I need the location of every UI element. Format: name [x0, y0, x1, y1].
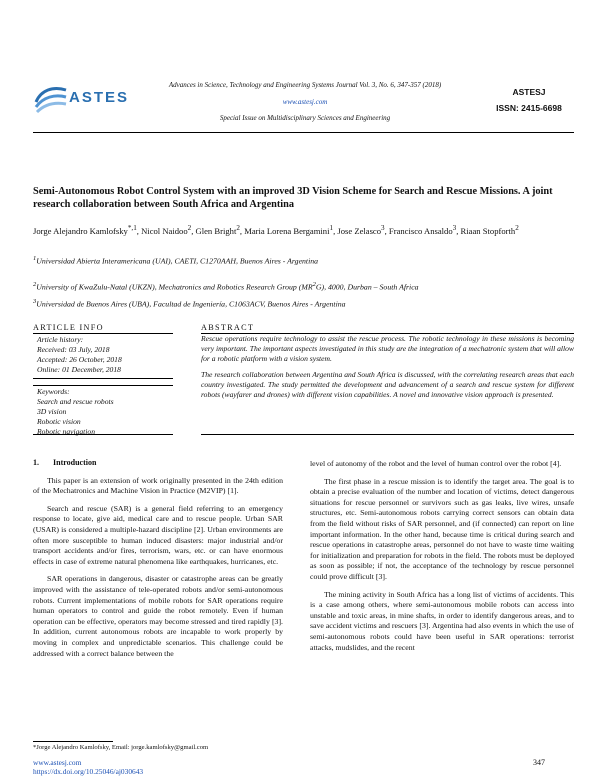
logo-text: ASTES — [69, 89, 130, 106]
body-column-right — [310, 459, 574, 660]
keywords-box — [33, 385, 173, 435]
body-paragraph: This paper is an extension of work originally presented in the 24th edition of the Mechatronics and Machine Vision in Practice (M2VIP) [1]. — [33, 475, 283, 496]
accepted-date: Accepted: 26 October, 2018 — [37, 355, 122, 364]
article-info-heading: ARTICLE INFO — [33, 323, 173, 334]
journal-issn: ISSN: 2415-6698 — [496, 103, 562, 113]
section-heading: 1. Introduction — [33, 458, 97, 467]
article-history — [33, 333, 173, 379]
keywords-label: Keywords: — [37, 387, 70, 396]
author-list — [33, 222, 578, 237]
affiliation-3: $^3$Universidad de Buenos Aires (UBA), Facultad de Ingeniería, C1063ACV, Buenos Aires - Argentina — [33, 298, 346, 309]
journal-citation: Advances in Science, Technology and Engineering Systems Journal Vol. 3, No. 6, 347-357 (2018) — [168, 81, 442, 89]
history-label: Article history: — [37, 335, 84, 344]
affiliation-1: $^1$Universidad Abierta Interamericana (UAI), CAETI, C1270AAH, Buenos Aires - Argentina — [33, 255, 319, 266]
keyword: Robotic vision — [37, 417, 81, 426]
author: Nicol Naidoo$^2$, — [141, 224, 196, 236]
abstract-text — [201, 334, 574, 400]
body-paragraph: Search and rescue (SAR) is a general field referring to an emergency response to locate, give aid, medical care and to rescue people. Urban SAR (USAR) is considered a multiple-hazard discipline [2]. Urban environments are often more susceptible to human induced disasters: major industrial and/or transport accidents and/or fires, terrorism, wars, etc. or can have enormous effects in case of extreme natural phenomena like earthquakes, hurricanes, etc. — [33, 503, 283, 566]
journal-header — [140, 81, 470, 123]
journal-id-block — [484, 87, 574, 114]
received-date: Received: 03 July, 2018 — [37, 345, 110, 354]
special-issue: Special Issue on Multidisciplinary Sciences and Engineering — [219, 114, 391, 122]
journal-url-link[interactable]: www.astesj.com — [282, 98, 328, 106]
keyword: 3D vision — [37, 407, 67, 416]
header-divider — [33, 132, 574, 133]
footnote-divider — [33, 741, 113, 742]
abstract-paragraph: Rescue operations require technology to assist the rescue process. The robotic technology in these missions is becoming very important. The important aspects investigated in this study are the integration of a mechatronic system that will allow for a robotic platform with a vision system. — [201, 334, 574, 363]
abstract-paragraph: The research collaboration between Argentina and South Africa is discussed, with the correlating research areas that each country investigated. The study permitted the development and advancement of a search and rescue system for different robots (wayfarer and drones) with different vision capabilities. A novel and innovative vision approach is presented. — [201, 370, 574, 399]
author: Francisco Ansaldo$^3$, — [388, 224, 461, 236]
footer-url-link[interactable]: www.astesj.com — [33, 758, 82, 767]
author: Jorge Alejandro Kamlofsky$^{*,1}$, — [33, 224, 142, 236]
body-paragraph: The first phase in a rescue mission is to identify the target area. The goal is to obtain a precise evaluation of the number and location of victims, detect dangerous situations for rescue personnel or survivors such as gas leaks, live wires, unsafe structures, etc. Semi-autonomous robots carrying correct sensors can obtain data from the field without risks of SAR personnel, and (if connected) can report on line important information. In the other hand, because time is critical during search and rescue operations in catastrophe areas, personnel do not have to waste time waiting for initialization and preparation for robots in the field. The robots must be deployed as soon as possible; if not, the acceptance of the technology by rescue personnel could prove difficult [3]. — [310, 476, 574, 581]
body-paragraph: The mining activity in South Africa has a long list of victims of accidents. This is a case among others, where semi-autonomous mobile robots can access into unstable and toxic areas, in mine shafts, in order to identify dangerous areas, and to save accident victims and rescuers [3]. Argentina had also events in which the use of semi-autonomous robots could have been useful in SAR operations: terrorist attacks, mudslides, and the recent — [310, 589, 574, 652]
body-column-left — [33, 458, 283, 666]
author: Maria Lorena Bergamini$^1$, — [244, 224, 338, 236]
author: Riaan Stopforth$^2$ — [460, 224, 519, 236]
journal-abbr: ASTESJ — [512, 87, 546, 97]
astes-logo — [33, 80, 143, 116]
footer-links — [33, 758, 143, 776]
footer-doi-link[interactable]: https://dx.doi.org/10.25046/aj030643 — [33, 767, 144, 776]
author: Glen Bright$^2$, — [195, 224, 245, 236]
keyword: Robotic navigation — [37, 427, 95, 436]
logo-swirl-icon — [33, 80, 69, 116]
affiliation-2: $^2$University of KwaZulu-Natal (UKZN), Mechatronics and Robotics Research Group $(MR^2G)$, 4000, Durban – South Africa — [33, 281, 419, 292]
abstract-heading: ABSTRACT — [201, 323, 574, 334]
keyword: Search and rescue robots — [37, 397, 114, 406]
online-date: Online: 01 December, 2018 — [37, 365, 121, 374]
abstract-divider — [201, 434, 574, 435]
author: Jose Zelasco$^3$, — [337, 224, 389, 236]
paper-title: Semi-Autonomous Robot Control System with an improved 3D Vision Scheme for Search and Rescue Missions. A joint research collaboration between South Africa and Argentina — [33, 186, 553, 210]
page-number: 347 — [533, 758, 545, 767]
body-paragraph: SAR operations in dangerous, disaster or catastrophe areas can be greatly improved with the assistance of tele-operated robots and/or semi-autonomous robots. Current implementations of mobile robots for SAR operations require human operators to control and guide the robot remotely. Even if human operation can be effective, operators may become stressed and tired rapidly [3]. In addition, current autonomous robots are incapable to work properly by moving in complex and unpredictable scenarios. This challenge could be addressed with a correct balance between the — [33, 574, 283, 658]
corresponding-author-footnote: *Jorge Alejandro Kamlofsky, Email: jorge.kamlofsky@gmail.com — [33, 744, 209, 751]
body-paragraph: level of autonomy of the robot and the level of human control over the robot [4]. — [310, 459, 562, 468]
